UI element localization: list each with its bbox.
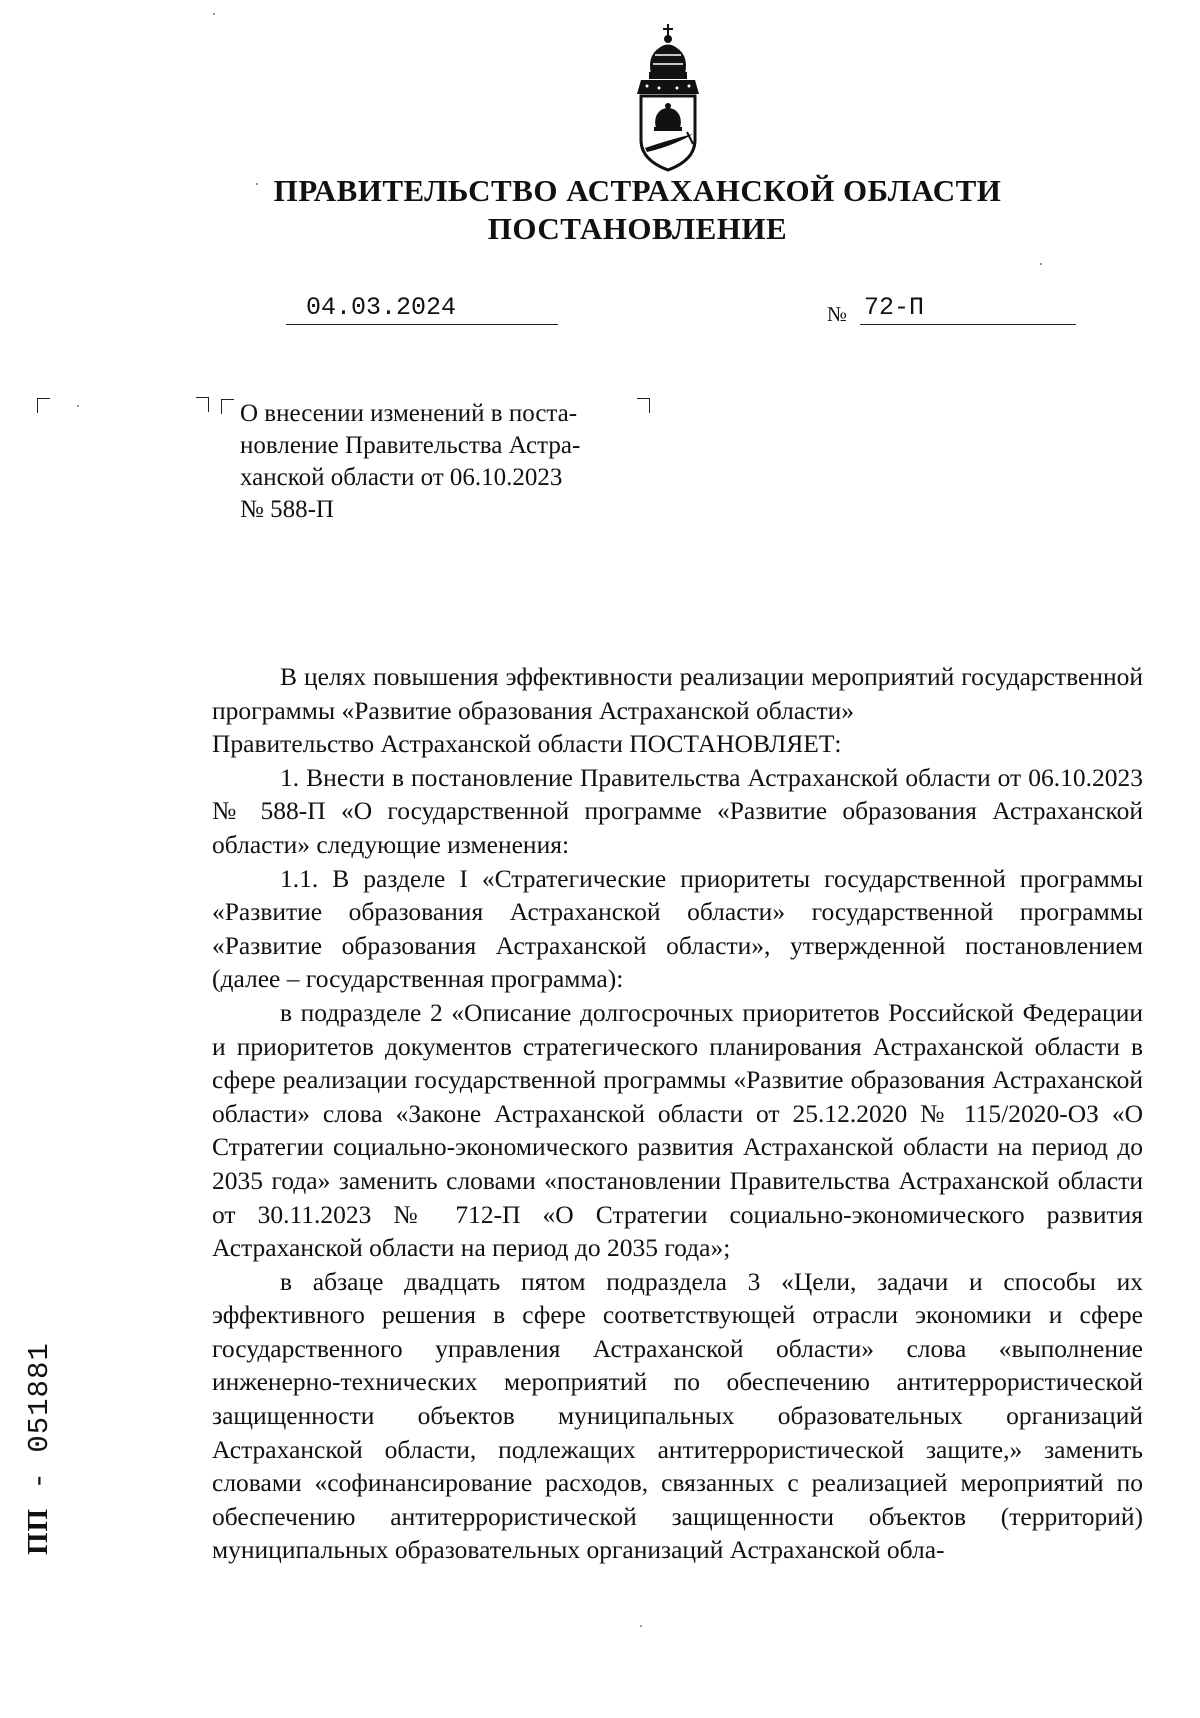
document-date: 04.03.2024: [306, 293, 457, 322]
corner-bracket-left: [37, 398, 50, 413]
organization-title: ПРАВИТЕЛЬСТВО АСТРАХАНСКОЙ ОБЛАСТИ: [273, 173, 1002, 208]
scan-speck: [640, 1625, 642, 1627]
body-paragraph: Правительство Астраханской области ПОСТАНОВЛЯЕТ:: [212, 729, 842, 759]
date-field: [286, 294, 558, 325]
body-paragraph: В целях повышения эффективности реализации мероприятий государственной программы «Развитие образования Астраханской области»: [212, 662, 1143, 725]
serial-prefix: ПП: [22, 1507, 54, 1555]
scan-speck: [213, 13, 215, 15]
subject-line: О внесении изменений в поста-: [240, 400, 578, 427]
document-type-title: ПОСТАНОВЛЕНИЕ: [487, 211, 788, 246]
body-paragraph: в абзаце двадцать пятом подраздела 3 «Цели, задачи и способы их эффективного решения в сфере соответствующей отрасли экономики и сфере государственного управления Астраханской области» слова «выполнение инженерно-технических мероприятий по обеспечению антитеррористической защищенности объектов муниципальных образовательных организаций Астраханской области, подлежащих антитеррористической защите,» заменить словами «софинансирование расходов, связанных с реализацией мероприятий по обеспечению антитеррористической защищенности объектов (территорий) муниципальных образовательных организаций Астраханской обла-: [212, 1266, 1143, 1565]
document-body: [212, 660, 1143, 1567]
serial-stamp: [22, 1342, 56, 1555]
subject-line: ханской области от 06.10.2023: [240, 464, 563, 491]
body-paragraph: 1.1. В разделе I «Стратегические приоритеты государственной программы «Развитие образования Астраханской области» государственной программы «Развитие образования Астраханской области», утвержденной постановлением (далее – государственная программа):: [212, 863, 1143, 994]
subject-line: № 588-П: [240, 496, 334, 523]
document-number: 72-П: [864, 293, 925, 322]
number-field: [860, 294, 1076, 325]
body-paragraph: 1. Внести в постановление Правительства Астраханской области от 06.10.2023 № 588-П «О государственной программе «Развитие образования Астраханской области» следующие изменения:: [212, 762, 1143, 859]
coat-of-arms-icon: [633, 22, 703, 172]
scan-speck: [77, 405, 79, 407]
subject-block: [240, 398, 640, 526]
serial-number: - 051881: [23, 1342, 56, 1508]
body-paragraph: в подразделе 2 «Описание долгосрочных приоритетов Российской Федерации и приоритетов документов стратегического планирования Астраханской области в сфере реализации государственной программы «Развитие образования Астраханской области» слова «Законе Астраханской области от 25.12.2020 № 115/2020-ОЗ «О Стратегии социально-экономического развития Астраханской области на период до 2035 года» заменить словами «постановлении Правительства Астраханской области от 30.11.2023 № 712-П «О Стратегии социально-экономического развития Астраханской области на период до 2035 года»;: [212, 997, 1143, 1263]
corner-bracket-mid-right: [196, 397, 209, 412]
scan-speck: [256, 183, 258, 185]
scan-speck: [1040, 263, 1042, 265]
subject-line: новление Правительства Астра-: [240, 432, 581, 459]
corner-bracket-mid-left: [221, 399, 234, 414]
number-label: №: [827, 302, 848, 326]
